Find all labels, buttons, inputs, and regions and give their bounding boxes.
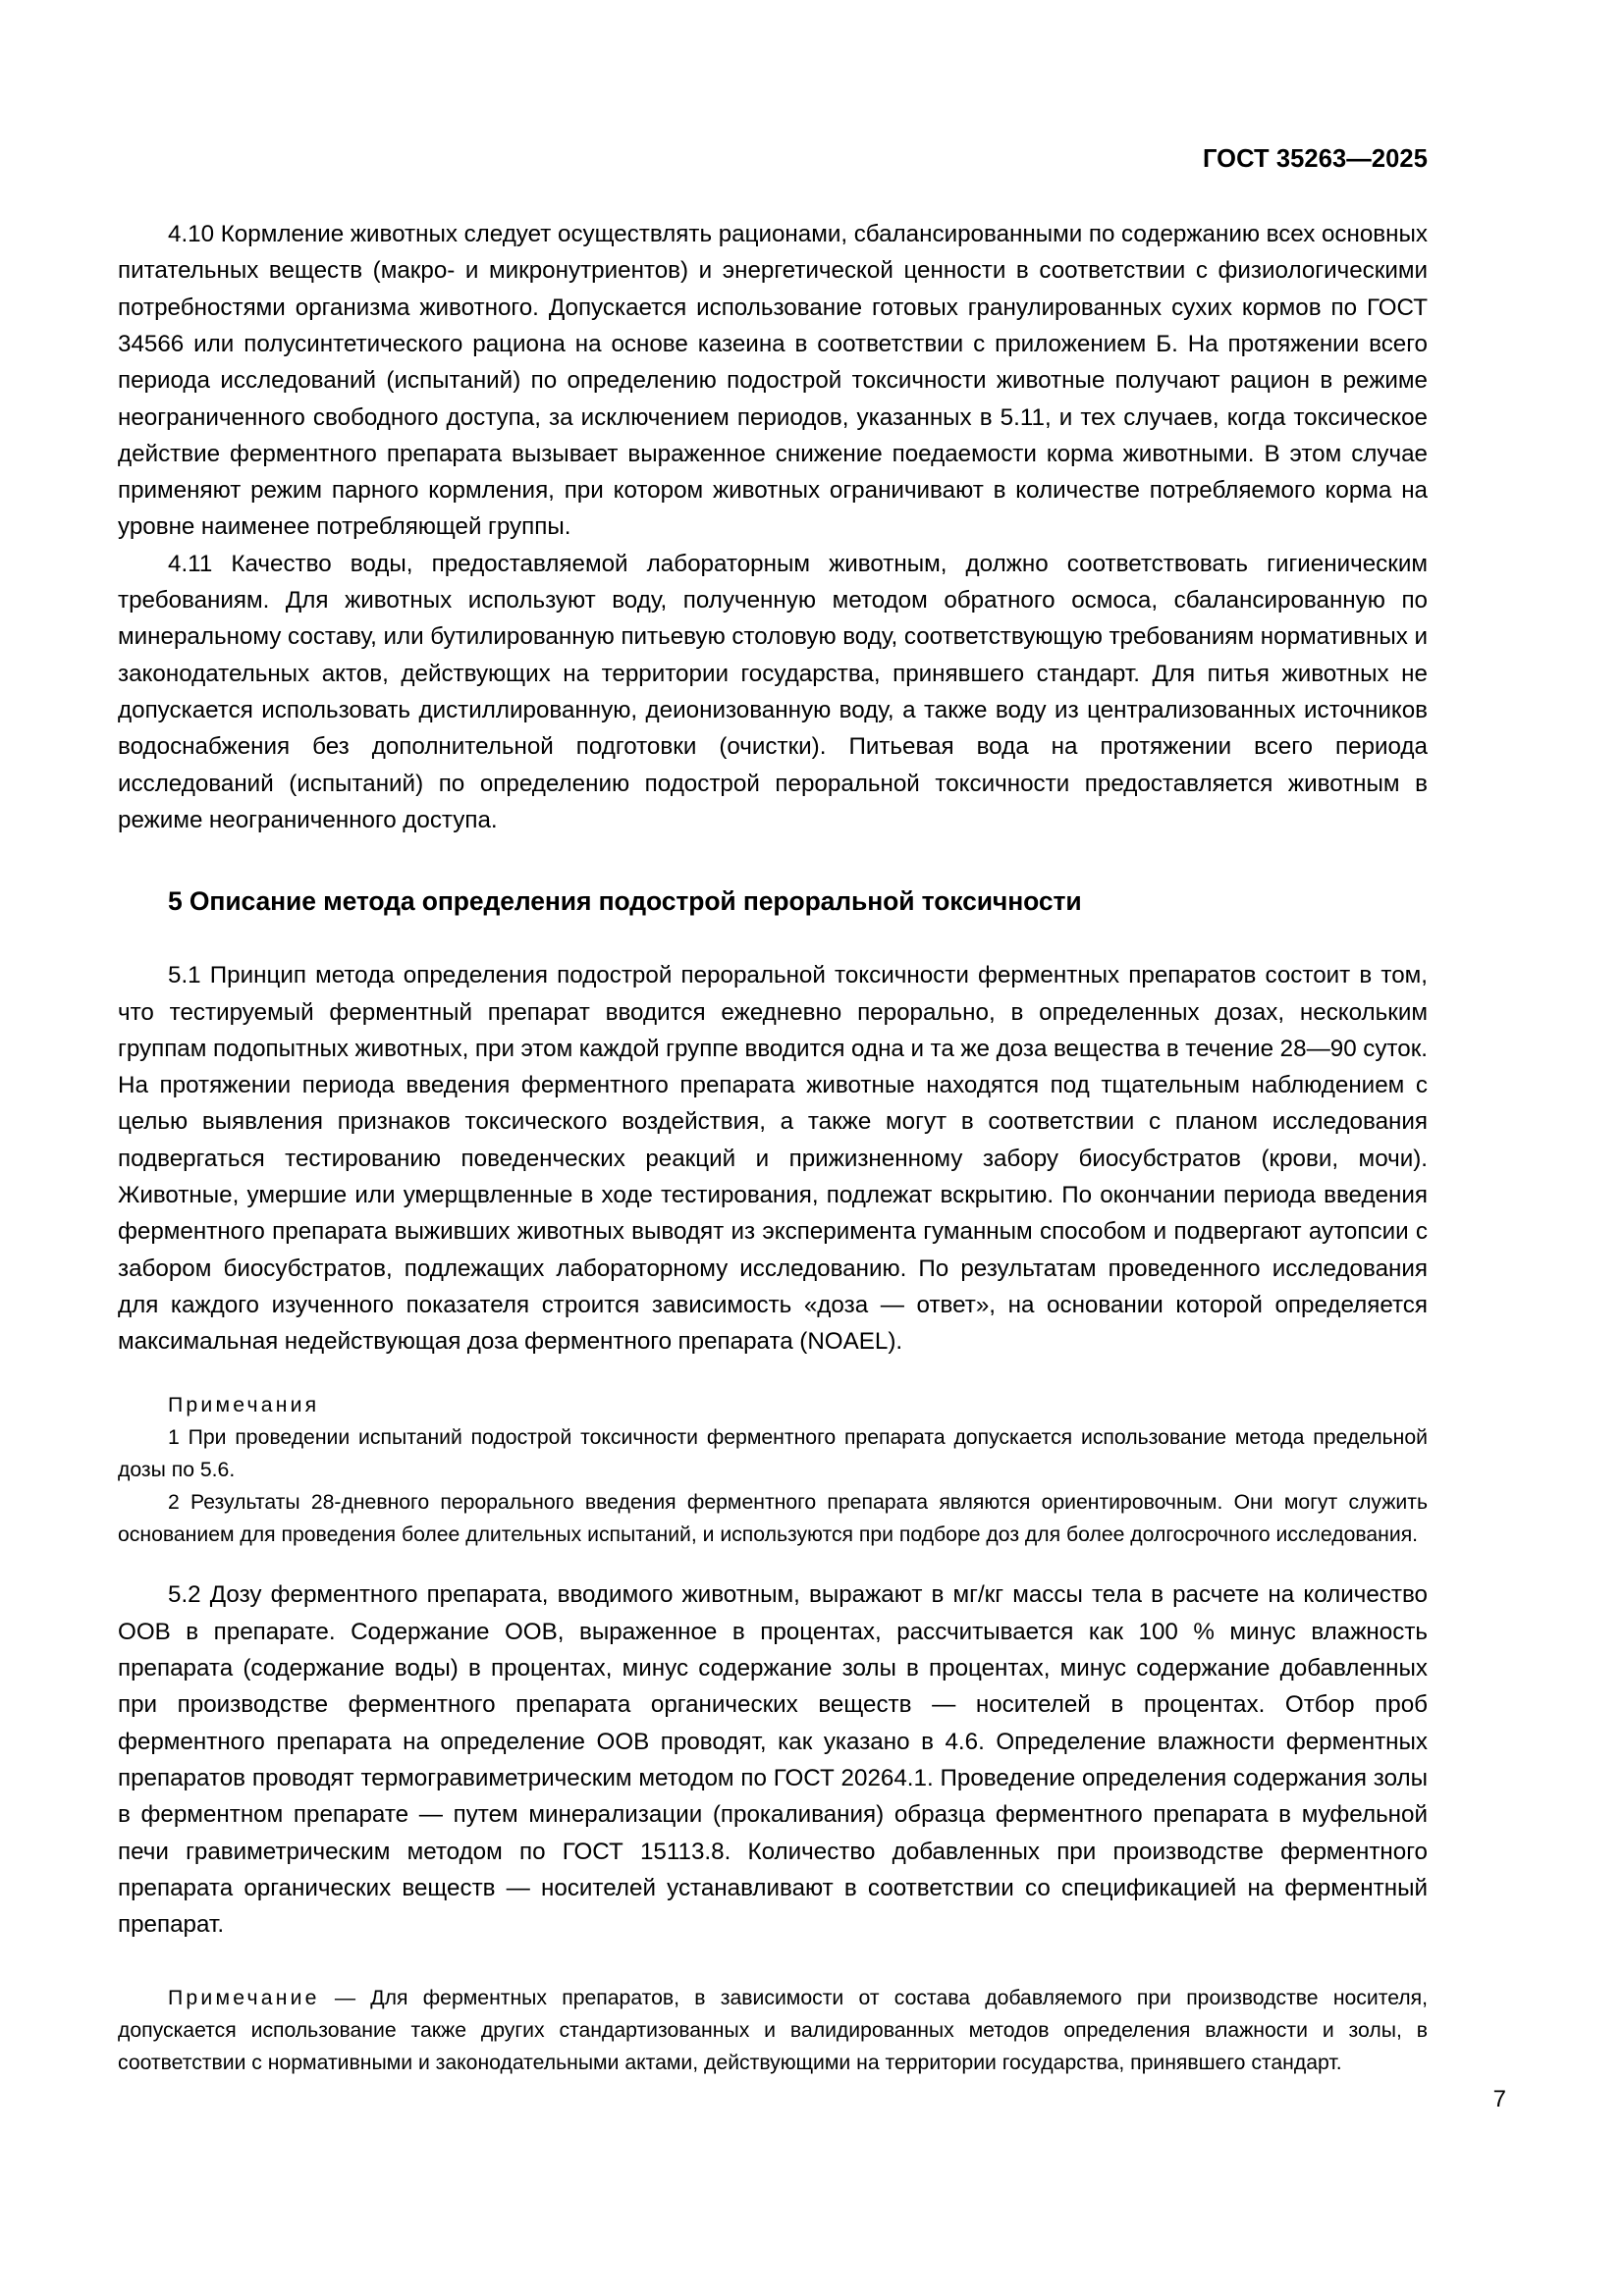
paragraph-4-10: 4.10 Кормление животных следует осуществлять рационами, сбалансированными по содержанию всех основных питательных веществ (макро- и микронутриентов) и энергетической ценности в соответствии с физиологическими потребностями организма животного. Допускается использование готовых гранулированных сухих кормов по ГОСТ 34566 или полусинтетического рациона на основе казеина в соответствии с приложением Б. На протяжении всего периода исследований (испытаний) по определению подострой токсичности животные получают рацион в режиме неограниченного свободного доступа, за исключением периодов, указанных в 5.11, и тех случаев, когда токсическое действие ферментного препарата вызывает выраженное снижение поедаемости корма животными. В этом случае применяют режим парного кормления, при котором животных ограничивают в количестве потребляемого корма на уровне наименее потребляющей группы. <box>118 221 1428 541</box>
notes-label: Примечания <box>168 1394 320 1417</box>
note-item-3 <box>118 1982 1428 2079</box>
note-inline-text: — Для ферментных препаратов, в зависимости от состава добавляемого при производстве носителя, допускается использование также других стандартизованных и валидированных методов определения влажности и золы, в соответствии с нормативными и законодательными актами, действующими на территории государства, принявшего стандарт. <box>118 1987 1428 2075</box>
page-number: 7 <box>1492 2086 1506 2112</box>
clause-5-2-block <box>118 1576 1428 1943</box>
paragraph-5-1: 5.1 Принцип метода определения подострой пероральной токсичности ферментных препаратов состоит в том, что тестируемый ферментный препарат вводится ежедневно перорально, в определенных дозах, нескольким группам подопытных животных, при этом каждой группе вводится одна и та же доза вещества в течение 28—90 суток. На протяжении периода введения ферментного препарата животные находятся под тщательным наблюдением с целью выявления признаков токсического воздействия, а также могут в соответствии с планом исследования подвергаться тестированию поведенческих реакций и прижизненному забору биосубстратов (крови, мочи). Животные, умершие или умерщвленные в ходе тестирования, подлежат вскрытию. По окончании периода введения ферментного препарата выживших животных выводят из эксперимента гуманным способом и подвергают аутопсии с забором биосубстратов, подлежащих лабораторному исследованию. По результатам проведенного исследования для каждого изученного показателя строится зависимость «доза — ответ», на основании которой определяется максимальная недействующая доза ферментного препарата (NOAEL). <box>118 962 1428 1356</box>
note-item-1: 1 При проведении испытаний подострой токсичности ферментного препарата допускается использование метода предельной дозы по 5.6. <box>118 1426 1428 1482</box>
spacer <box>118 1551 1428 1576</box>
paragraph-5-2: 5.2 Дозу ферментного препарата, вводимого животным, выражают в мг/кг массы тела в расчете на количество ООВ в препарате. Содержание ООВ, выраженное в процентах, рассчитывается как 100 % минус влажность препарата (содержание воды) в процентах, минус содержание золы в процентах, минус содержание добавленных при производстве ферментного препарата органических веществ — носителей в процентах. Отбор проб ферментного препарата на определение ООВ проводят, как указано в 4.6. Определение влажности ферментных препаратов проводят термогравиметрическим методом по ГОСТ 20264.1. Проведение определения содержания золы в ферментном препарате — путем минерализации (прокаливания) образца ферментного препарата в муфельной печи гравиметрическим методом по ГОСТ 15113.8. Количество добавленных при производстве ферментного препарата органических веществ — носителей устанавливают в соответствии со спецификацией на ферментный препарат. <box>118 1581 1428 1939</box>
notes-group-2 <box>118 1982 1428 2079</box>
spacer-2 <box>118 1943 1428 1982</box>
clause-5-block <box>118 957 1428 1360</box>
note-item-2: 2 Результаты 28-дневного перорального введения ферментного препарата являются ориентировочным. Они могут служить основанием для проведения более длительных испытаний, и используются при подборе доз для более долгосрочного исследования. <box>118 1491 1428 1547</box>
page-content <box>118 0 1428 2079</box>
section-heading-5: 5 Описание метода определения подострой пероральной токсичности <box>168 886 1082 917</box>
notes-group-1 <box>118 1389 1428 1551</box>
clause-4-block <box>118 216 1428 838</box>
note-inline-label: Примечание <box>168 1987 320 2010</box>
running-header: ГОСТ 35263—2025 <box>1202 145 1428 173</box>
paragraph-4-11: 4.11 Качество воды, предоставляемой лабораторным животным, должно соответствовать гигиеническим требованиям. Для животных используют воду, полученную методом обратного осмоса, сбалансированную по минеральному составу, или бутилированную питьевую столовую воду, соответствующую требованиям нормативных и законодательных актов, действующих на территории государства, принявшего стандарт. Для питья животных не допускается использовать дистиллированную, деионизованную воду, а также воду из централизованных источников водоснабжения без дополнительной подготовки (очистки). Питьевая вода на протяжении всего периода исследований (испытаний) по определению подострой пероральной токсичности предоставляется животным в режиме неограниченного доступа. <box>118 550 1428 833</box>
